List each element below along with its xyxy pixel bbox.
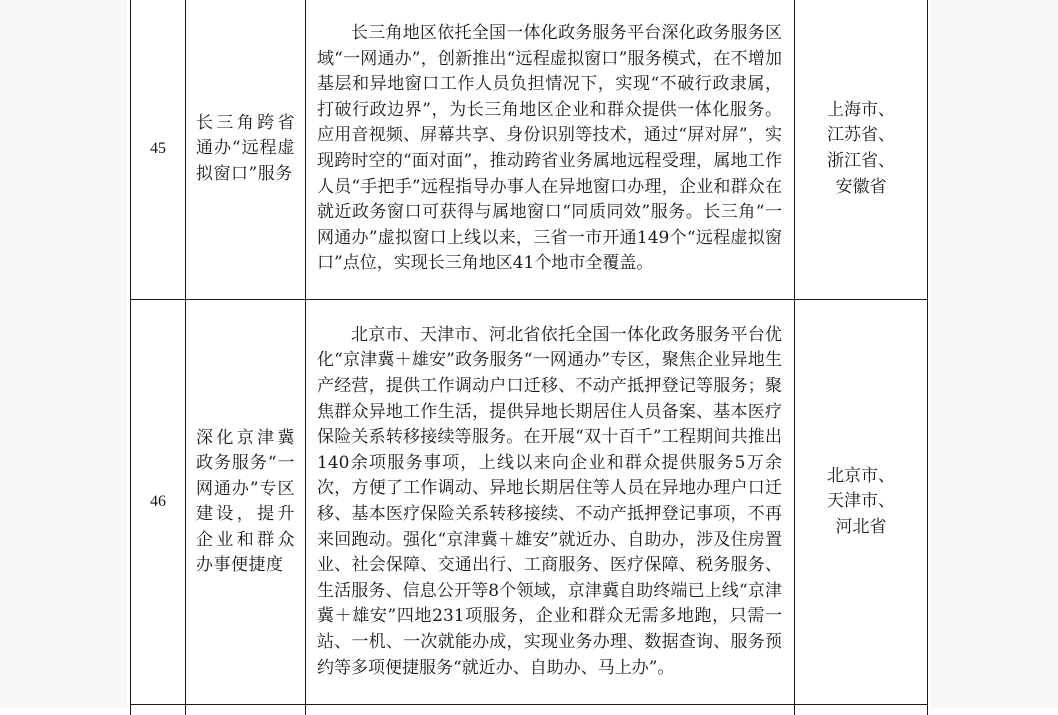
empty-cell — [795, 705, 928, 715]
table-row — [131, 0, 928, 300]
row-number: 46 — [131, 300, 186, 705]
left-margin — [0, 0, 127, 708]
item-regions — [795, 0, 928, 300]
right-margin — [930, 0, 1058, 708]
table-row-partial — [131, 705, 928, 715]
region-name: 上海市、 — [795, 98, 927, 124]
item-regions — [795, 300, 928, 705]
empty-cell — [131, 705, 186, 715]
table-row — [131, 300, 928, 705]
empty-cell — [186, 705, 306, 715]
region-name: 天津市、 — [795, 489, 927, 515]
item-name: 长三角跨省通办“远程虚拟窗口”服务 — [186, 0, 306, 300]
region-name: 江苏省、 — [795, 123, 927, 149]
description-text: 长三角地区依托全国一体化政务服务平台深化政务服务区域“一网通办”，创新推出“远程虚拟窗口”服务模式，在不增加基层和异地窗口工作人员负担情况下，实现“不破行政隶属，打破行政边界”，为长三角地区企业和群众提供一体化服务。应用音视频、屏幕共享、身份识别等技术，通过“屏对屏”，实现跨时空的“面对面”，推动跨省业务属地远程受理，属地工作人员“手把手”远程指导办事人在异地窗口办理，企业和群众在就近政务窗口可获得与属地窗口“同质同效”服务。长三角“一网通办”虚拟窗口上线以来，三省一市开通149个“远程虚拟窗口”点位，实现长三角地区41个地市全覆盖。 — [317, 21, 782, 277]
item-description — [306, 0, 795, 300]
empty-cell — [306, 705, 795, 715]
region-name: 安徽省 — [795, 175, 927, 201]
region-name: 浙江省、 — [795, 149, 927, 175]
item-name: 深化京津冀政务服务“一网通办”专区建设，提升企业和群众办事便捷度 — [186, 300, 306, 705]
item-description — [306, 300, 795, 705]
policy-table — [130, 0, 928, 715]
row-number: 45 — [131, 0, 186, 300]
document-page — [127, 0, 930, 708]
description-text: 北京市、天津市、河北省依托全国一体化政务服务平台优化“京津冀＋雄安”政务服务“一网通办”专区，聚焦企业异地生产经营，提供工作调动户口迁移、不动产抵押登记等服务；聚焦群众异地工作生活，提供异地长期居住人员备案、基本医疗保险关系转移接续等服务。在开展“双十百千”工程期间共推出140余项服务事项，上线以来向企业和群众提供服务5万余次，方便了工作调动、异地长期居住等人员在异地办理户口迁移、基本医疗保险关系转移接续、不动产抵押登记事项，不再来回跑动。强化“京津冀＋雄安”就近办、自助办，涉及住房置业、社会保障、交通出行、工商服务、医疗保障、税务服务、生活服务、信息公开等8个领域，京津冀自助终端已上线“京津冀＋雄安”四地231项服务，企业和群众无需多地跑，只需一站、一机、一次就能办成，实现业务办理、数据查询、服务预约等多项便捷服务“就近办、自助办、马上办”。 — [317, 323, 782, 681]
region-name: 北京市、 — [795, 464, 927, 490]
region-name: 河北省 — [795, 515, 927, 541]
